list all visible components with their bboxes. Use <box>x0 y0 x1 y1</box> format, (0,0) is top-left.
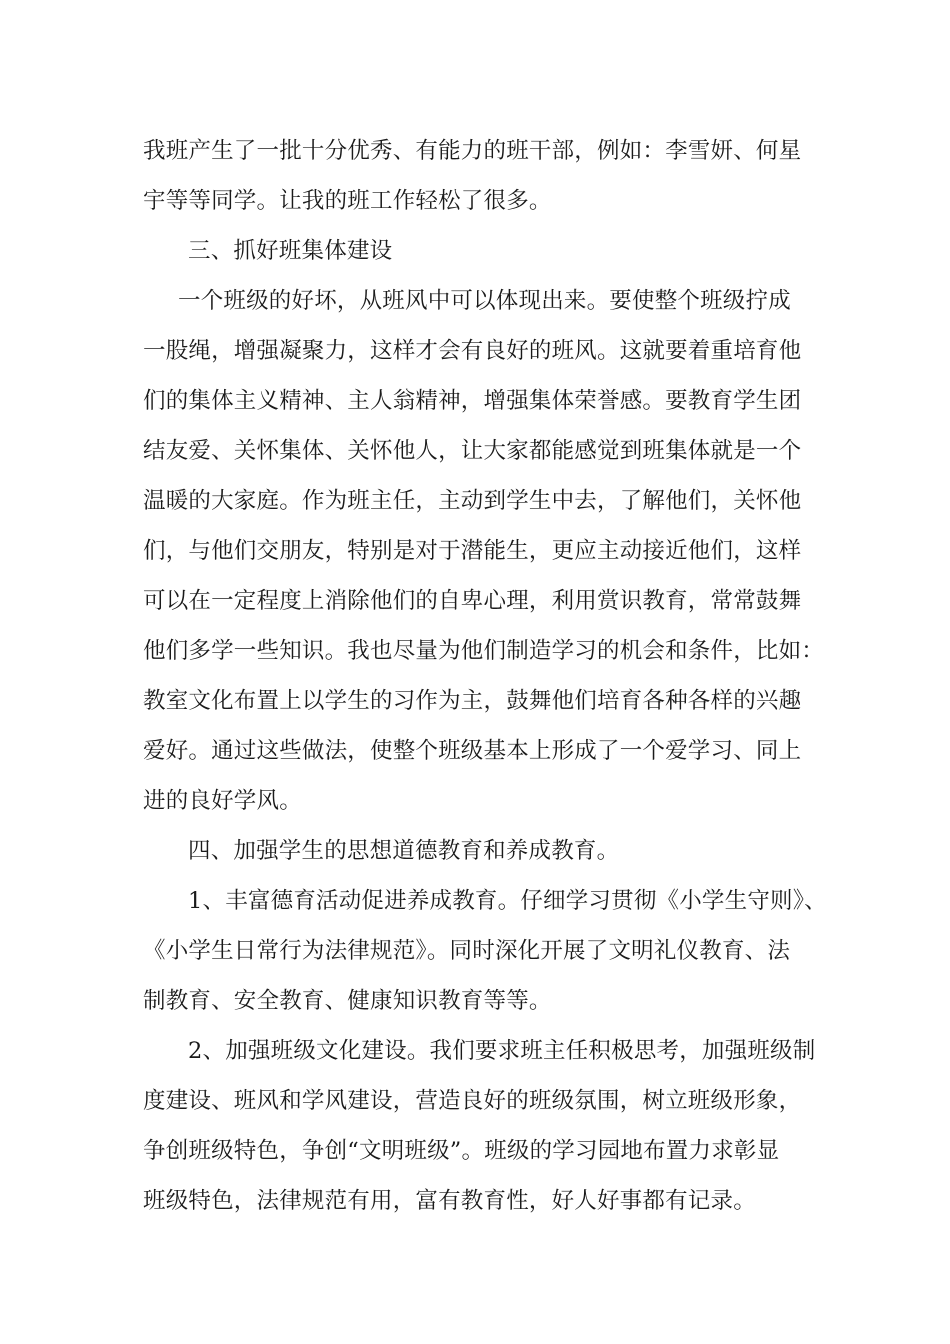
paragraph-line: 班级特色，法律规范有用，富有教育性，好人好事都有记录。 <box>143 1188 756 1214</box>
paragraph-line: 们，与他们交朋友，特别是对于潜能生，更应主动接近他们，这样 <box>143 538 802 564</box>
paragraph-line: 一个班级的好坏，从班风中可以体现出来。要使整个班级拧成 <box>178 288 791 314</box>
paragraph-line: 制教育、安全教育、健康知识教育等等。 <box>143 988 552 1014</box>
paragraph-line: 教室文化布置上以学生的习作为主，鼓舞他们培育各种各样的兴趣 <box>143 688 802 714</box>
paragraph-line: 温暖的大家庭。作为班主任，主动到学生中去，了解他们，关怀他 <box>143 488 802 514</box>
paragraph-line: 一股绳，增强凝聚力，这样才会有良好的班风。这就要着重培育他 <box>143 338 802 364</box>
paragraph-line: 爱好。通过这些做法，使整个班级基本上形成了一个爱学习、同上 <box>143 738 802 764</box>
paragraph-line: 我班产生了一批十分优秀、有能力的班干部，例如：李雪妍、何星 <box>143 138 802 164</box>
paragraph-line: 《小学生日常行为法律规范》。同时深化开展了文明礼仪教育、法 <box>143 938 791 964</box>
paragraph-line: 度建设、班风和学风建设，营造良好的班级氛围，树立班级形象， <box>143 1088 802 1114</box>
section-heading-4: 四、加强学生的思想道德教育和养成教育。 <box>188 838 620 864</box>
paragraph-line: 们的集体主义精神、主人翁精神，增强集体荣誉感。要教育学生团 <box>143 388 802 414</box>
paragraph-line: 进的良好学风。 <box>143 788 302 814</box>
paragraph-line: 2、加强班级文化建设。我们要求班主任积极思考，加强班级制 <box>188 1038 816 1064</box>
section-heading-3: 三、抓好班集体建设 <box>188 238 393 264</box>
paragraph-line: 可以在一定程度上消除他们的自卑心理，利用赏识教育，常常鼓舞 <box>143 588 802 614</box>
paragraph-line: 宇等等同学。让我的班工作轻松了很多。 <box>143 188 552 214</box>
paragraph-line: 他们多学一些知识。我也尽量为他们制造学习的机会和条件，比如： <box>143 638 825 664</box>
paragraph-line: 争创班级特色，争创“文明班级”。班级的学习园地布置力求彰显 <box>143 1138 780 1164</box>
paragraph-line: 结友爱、关怀集体、关怀他人，让大家都能感觉到班集体就是一个 <box>143 438 802 464</box>
paragraph-line: 1、丰富德育活动促进养成教育。仔细学习贯彻《小学生守则》、 <box>188 888 827 914</box>
